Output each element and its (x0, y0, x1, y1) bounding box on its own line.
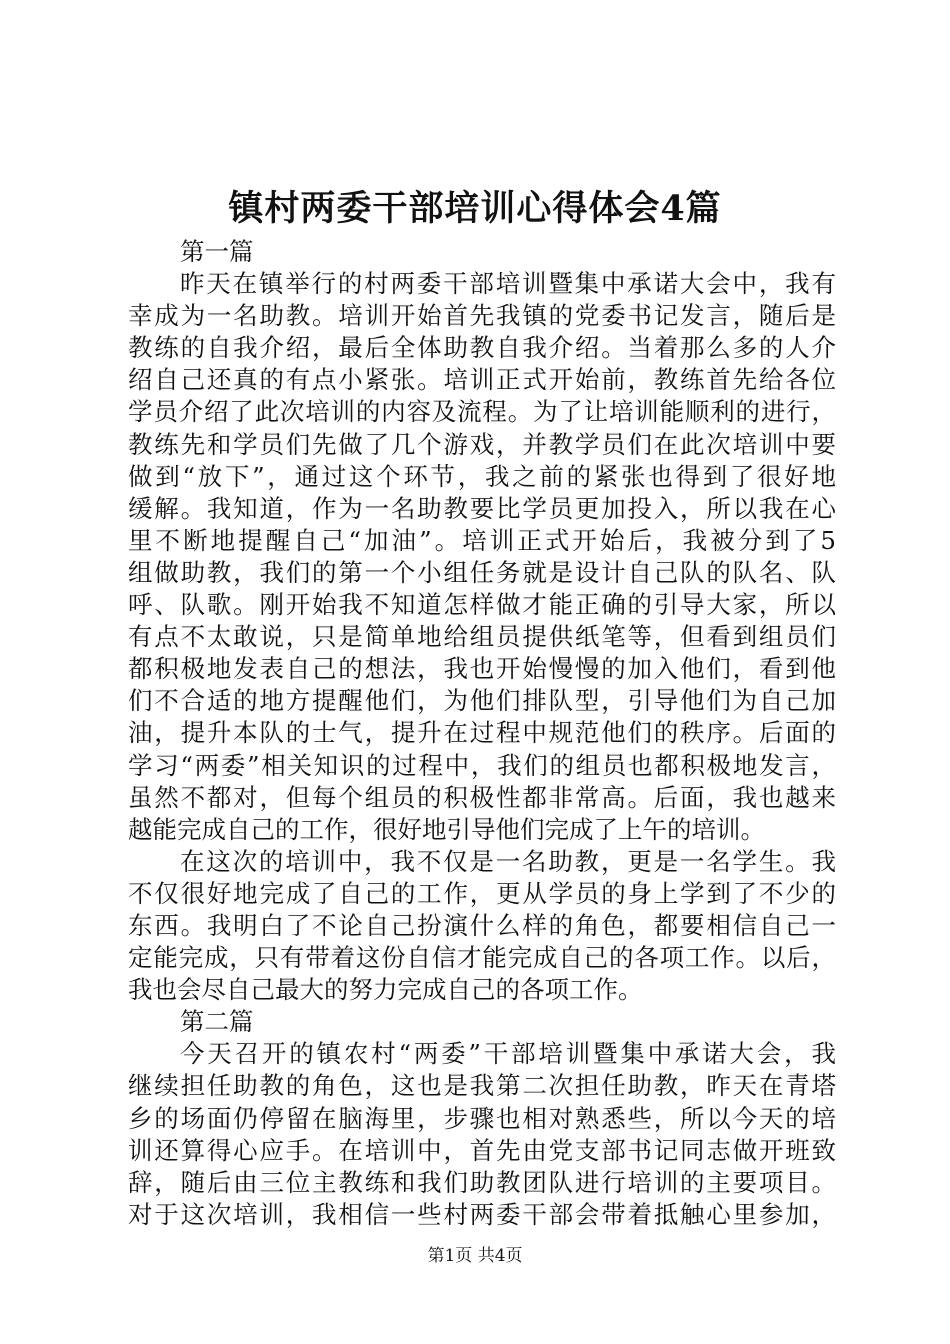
text-line: 越能完成自己的工作，很好地引导他们完成了上午的培训。 (128, 814, 765, 844)
text-line: 继续担任助教的角色，这也是我第二次担任助教，昨天在青塔 (128, 1071, 836, 1101)
text-line: 不仅很好地完成了自己的工作，更从学员的身上学到了不少的 (128, 878, 836, 908)
text-line: 今天召开的镇农村“两委”干部培训暨集中承诺大会，我 (180, 1039, 836, 1069)
text-line: 教练的自我介绍，最后全体助教自我介绍。当着那么多的人介 (128, 333, 836, 363)
text-line: 有点不太敢说，只是简单地给组员提供纸笔等，但看到组员们 (128, 622, 836, 652)
text-line: 我也会尽自己最大的努力完成自己的各项工作。 (128, 975, 643, 1005)
text-line: 对于这次培训，我相信一些村两委干部会带着抵触心里参加， (128, 1199, 836, 1229)
text-line: 教练先和学员们先做了几个游戏，并教学员们在此次培训中要 (128, 429, 836, 459)
text-line: 都积极地发表自己的想法，我也开始慢慢的加入他们，看到他 (128, 654, 836, 684)
text-line: 辞，随后由三位主教练和我们助教团队进行培训的主要项目。 (128, 1167, 836, 1197)
text-line: 们不合适的地方提醒他们，为他们排队型，引导他们为自己加 (128, 686, 836, 716)
text-line: 呼、队歌。刚开始我不知道怎样做才能正确的引导大家，所以 (128, 590, 836, 620)
text-line: 第一篇 (180, 237, 254, 266)
text-line: 幸成为一名助教。培训开始首先我镇的党委书记发言，随后是 (128, 301, 836, 331)
text-line: 学员介绍了此次培训的内容及流程。为了让培训能顺利的进行， (128, 397, 836, 427)
document-title: 镇村两委干部培训心得体会4篇 (228, 188, 722, 229)
text-line: 里不断地提醒自己“加油”。培训正式开始后，我被分到了5 (128, 525, 836, 555)
text-line: 乡的场面仍停留在脑海里，步骤也相对熟悉些，所以今天的培 (128, 1103, 836, 1133)
text-line: 缓解。我知道，作为一名助教要比学员更加投入，所以我在心 (128, 493, 836, 523)
text-line: 做到“放下”，通过这个环节，我之前的紧张也得到了很好地 (128, 461, 836, 491)
text-line: 在这次的培训中，我不仅是一名助教，更是一名学生。我 (180, 846, 836, 876)
text-line: 昨天在镇举行的村两委干部培训暨集中承诺大会中，我有 (180, 269, 836, 299)
text-line: 虽然不都对，但每个组员的积极性都非常高。后面，我也越来 (128, 782, 836, 812)
document-body (128, 236, 836, 1231)
text-line: 第二篇 (180, 1007, 254, 1037)
text-line: 东西。我明白了不论自己扮演什么样的角色，都要相信自己一 (128, 910, 836, 940)
text-line: 学习“两委”相关知识的过程中，我们的组员也都积极地发言， (128, 750, 836, 780)
text-line: 油，提升本队的士气，提升在过程中规范他们的秩序。后面的 (128, 718, 836, 748)
text-line: 定能完成，只有带着这份自信才能完成自己的各项工作。以后， (128, 943, 836, 973)
text-line: 组做助教，我们的第一个小组任务就是设计自己队的队名、队 (128, 557, 836, 587)
text-line: 绍自己还真的有点小紧张。培训正式开始前，教练首先给各位 (128, 365, 836, 395)
text-line: 训还算得心应手。在培训中，首先由党支部书记同志做开班致 (128, 1135, 836, 1165)
page-number-footer: 第1页 共4页 (427, 1246, 523, 1266)
